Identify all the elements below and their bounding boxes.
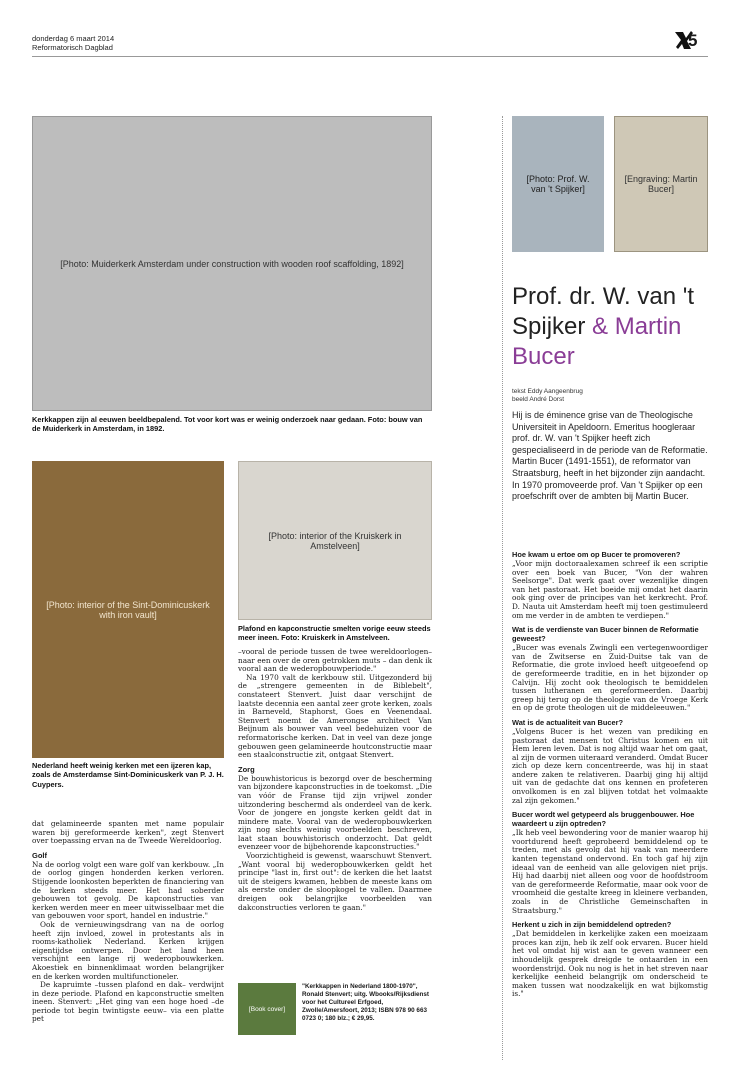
- profile-intro: Hij is de éminence grise van de Theologische Universiteit in Apeldoorn. Emeritus hoogleraar prof. dr. W. van 't Spijker heeft zich gespecialiseerd in de periode van de Reformatie. Martin Bucer (1491-1551), de reformator van Straatsburg, heeft in het bijzonder zijn aandacht. In 1970 promoveerde prof. Van 't Spijker op een proefschrift over de ambten bij Martin Bucer.: [512, 410, 708, 502]
- question: Wat is de verdienste van Bucer binnen de Reformatie geweest?: [512, 625, 699, 644]
- byline: [512, 388, 583, 404]
- book-cover-label: [Book cover]: [248, 1005, 286, 1013]
- spijker-portrait-label: [Photo: Prof. W. van 't Spijker]: [526, 174, 590, 194]
- article-column-1: [32, 820, 224, 1024]
- paragraph: De bouwhistoricus is bezorgd over de bescherming van bijzondere kapconstructies in de toekomst. „Die van vóór de Franse tijd zijn vrijwel zonder uitzondering beschermd als onderdeel van de kerk. Voor de jongere en jongste kerken geldt dat in mindere mate. Vooral van de wederopbouwkerken zijn nog slechts weinig voorbeelden beschreven, laat staan bouwhistorisch onderzocht. Dat geldt evenzeer voor de bijbehorende kapconstructies.": [238, 773, 432, 852]
- paragraph: –vooral de periode tussen de twee wereldoorlogen– naar een over de oren getrokken muts – dan denk ik vooral aan de wederopbouwperiode.": [238, 647, 432, 674]
- question: Wat is de actualiteit van Bucer?: [512, 717, 624, 727]
- answer: „Ik heb veel bewondering voor de manier waarop hij voortdurend heeft geprobeerd bemiddelend op te treden, met als gevolg dat hij vaak van meerdere kanten tegenstand ondervond. En toch gaf hij zijn ideaal van de eenheid van alle gelovigen niet prijs. Hij had daarbij niet alleen oog voor de hoofdstroom van de gereformeerde Reformatie, maar ook voor de vroomheid die gestalte kreeg in kleinere verbanden, zoals in de Christliche Gemeinschaften in Straatsburg.": [512, 828, 708, 915]
- column-divider: [502, 116, 503, 1060]
- interview-qa: [512, 545, 708, 999]
- book-info: "Kerkkappen in Nederland 1800-1970", Ronald Stenvert; uitg. Wbooks/Rijksdienst voor het Cultureel Erfgoed, Zwolle/Amersfoort, 2013; ISBN 978 90 663 0723 0; 180 blz.; € 29,95.: [302, 983, 429, 1022]
- answer: „Dat bemiddelen in kerkelijke zaken een moeizaam proces kan zijn, heb ik zelf ook ervaren. Bucer hield het vol omdat hij wist aan te geven wanneer een inhoudelijk gesprek dreigde te ontaarden in een woordenstrijd. Ook nu nog is het in het streven naar kerkelijke eenheid belangrijk om onderscheid te maken tussen wat noodzakelijk en wat bijkomstig is.": [512, 929, 708, 999]
- subheading-golf: Golf: [32, 850, 47, 860]
- kruiskerk-caption: Plafond en kapconstructie smelten vorige eeuw steeds meer ineen. Foto: Kruiskerk in Amstelveen.: [238, 624, 431, 643]
- construction-photo: [32, 116, 432, 411]
- header-newspaper: Reformatorisch Dagblad: [32, 43, 113, 52]
- question: Hoe kwam u ertoe om op Bucer te promoveren?: [512, 550, 681, 559]
- article-column-2: [238, 648, 432, 912]
- header-date: donderdag 6 maart 2014: [32, 34, 115, 43]
- paragraph: De kapruimte –tussen plafond en dak– verdwijnt in deze periode. Plafond en kapconstructie smelten ineen. Stenvert: „Het ging van een hoge hoed –de periode tot begin twintigste eeuw– via een platte pet: [32, 980, 224, 1024]
- page-header: [32, 34, 114, 52]
- dominicus-church-caption: Nederland heeft weinig kerken met een ijzeren kap, zoals de Amsterdamse Sint-Dominicuskerk van P. J. H. Cuypers.: [32, 761, 224, 789]
- construction-photo-caption: Kerkkappen zijn al eeuwen beeldbepalend. Tot voor kort was er weinig onderzoek naar gedaan. Foto: bouw van de Muiderkerk in Amsterdam, in 1892.: [32, 415, 423, 434]
- subheading-zorg: Zorg: [238, 764, 255, 774]
- bucer-engraving: [614, 116, 708, 252]
- profile-title: [512, 282, 712, 372]
- paragraph: Na de oorlog volgt een ware golf van kerkbouw. „In de oorlog gingen honderden kerken verloren. Stijgende loonkosten beperkten de financiering van de kerken steeds meer. Het had soberder gebouwen tot gevolg. De kapconstructies van kerken werden meer en meer uitwisselbaar met die van gebouwen voor sport, handel en industrie.": [32, 859, 224, 921]
- header-rule: [32, 56, 708, 57]
- answer: „Voor mijn doctoraalexamen schreef ik een scriptie over een boek van Bucer, "Von der wahren Seelsorge". Dat werk gaat over wezenlijke dingen van het pastoraat. Het boeide mij omdat het daarin ook ging over de principes van het kerkrecht. Prof. D. Nauta uit Amsterdam heeft mij toen gestimuleerd om me verder in de ambten te verdiepen.": [512, 559, 708, 620]
- dominicus-church-photo: [32, 461, 224, 758]
- dominicus-church-photo-label: [Photo: interior of the Sint-Dominicuskerk with iron vault]: [46, 599, 210, 620]
- page-number: 5: [688, 31, 698, 50]
- paragraph: Voorzichtigheid is gewenst, waarschuwt Stenvert. „Want vooral bij wederopbouwkerken geldt het principe "last in, first out": de kerken die het laatst uit de steigers kwamen, hebben de meeste kans om als eerste onder de sloopkogel te vallen. Daarmee dreigen ook belangrijke voorbeelden van dakconstructies verloren te gaan.": [238, 851, 432, 912]
- title-spijker: Prof. dr. W. van 't Spijker: [512, 283, 694, 340]
- kruiskerk-photo-label: [Photo: interior of the Kruiskerk in Amstelveen]: [268, 530, 402, 551]
- construction-photo-label: [Photo: Muiderkerk Amsterdam under construction with wooden roof scaffolding, 1892]: [60, 258, 404, 269]
- question: Bucer wordt wel getypeerd als bruggenbouwer. Hoe waardeert u zijn optreden?: [512, 810, 695, 829]
- paragraph: dat gelamineerde spanten met name populair waren bij gereformeerde kerken", zegt Stenvert over toepassing ervan na de Tweede Wereldoorlog.: [32, 819, 224, 846]
- title-ampersand: &: [592, 313, 609, 340]
- kruiskerk-photo: [238, 461, 432, 620]
- answer: „Volgens Bucer is het wezen van prediking en pastoraat dat mensen tot Christus komen en uit Hem leren leven. Dat is nog altijd waar het om gaat, al zijn de vormen uiteraard veranderd. Omdat Bucer zich op deze kern concentreerde, was hij in staat andere zaken te relativeren. Daarbij ging hij altijd uit van de gedachte dat ons kennen en profeteren onvolkomen is en zal blijven totdat het volmaakte zal zijn gekomen.": [512, 726, 708, 805]
- byline-text: tekst Eddy Aangeenbrug: [512, 388, 583, 395]
- byline-image: beeld André Dorst: [512, 396, 565, 403]
- answer: „Bucer was evenals Zwingli een vertegenwoordiger van de Zwitserse en Zuid-Duitse tak van de Reformatie, die grote invloed heeft uitgeoefend op de gereformeerde traditie, en in het bijzonder op Calvijn. Hij zocht ook theologisch te bemiddelen tussen lutheranen en gereformeerden. Daarbij greep hij terug op de theologie van de Vroege Kerk en op de grote theologen uit de middeleeuwen.": [512, 643, 708, 713]
- bucer-engraving-label: [Engraving: Martin Bucer]: [624, 174, 698, 194]
- title-bucer: Martin Bucer: [512, 313, 682, 370]
- question: Herkent u zich in zijn bemiddelend optreden?: [512, 920, 672, 930]
- paragraph: Ook de vernieuwingsdrang van na de oorlog heeft zijn invloed, zowel in protestants als in rooms-katholiek Nederland. Kerken krijgen eigentijdse ontwerpen. Door het land heen verschijnt een lange rij wederopbouwkerken. Akoestiek en binnenklimaat worden belangrijker en de kerken worden multifunctioneler.: [32, 919, 224, 981]
- spijker-portrait: [512, 116, 604, 252]
- book-cover-image: [238, 983, 296, 1035]
- paragraph: Na 1970 valt de kerkbouw stil. Uitgezonderd bij de „strengere gemeenten in de Biblebelt", constateert Stenvert. Juist daar verschijnt de laatste decennia een aantal zeer grote kerken, zoals in Barneveld, Staphorst, Goes en Veenendaal. Stenvert noemt de Amerongse architect Van Beijnum als bouwer van veel bedehuizen voor de reformatorische kerken. Dat in veel van deze jonge gebouwen geen gelamineerde houtconstructie maar een staalconstructie zit, ontgaat Stenvert.: [238, 672, 432, 760]
